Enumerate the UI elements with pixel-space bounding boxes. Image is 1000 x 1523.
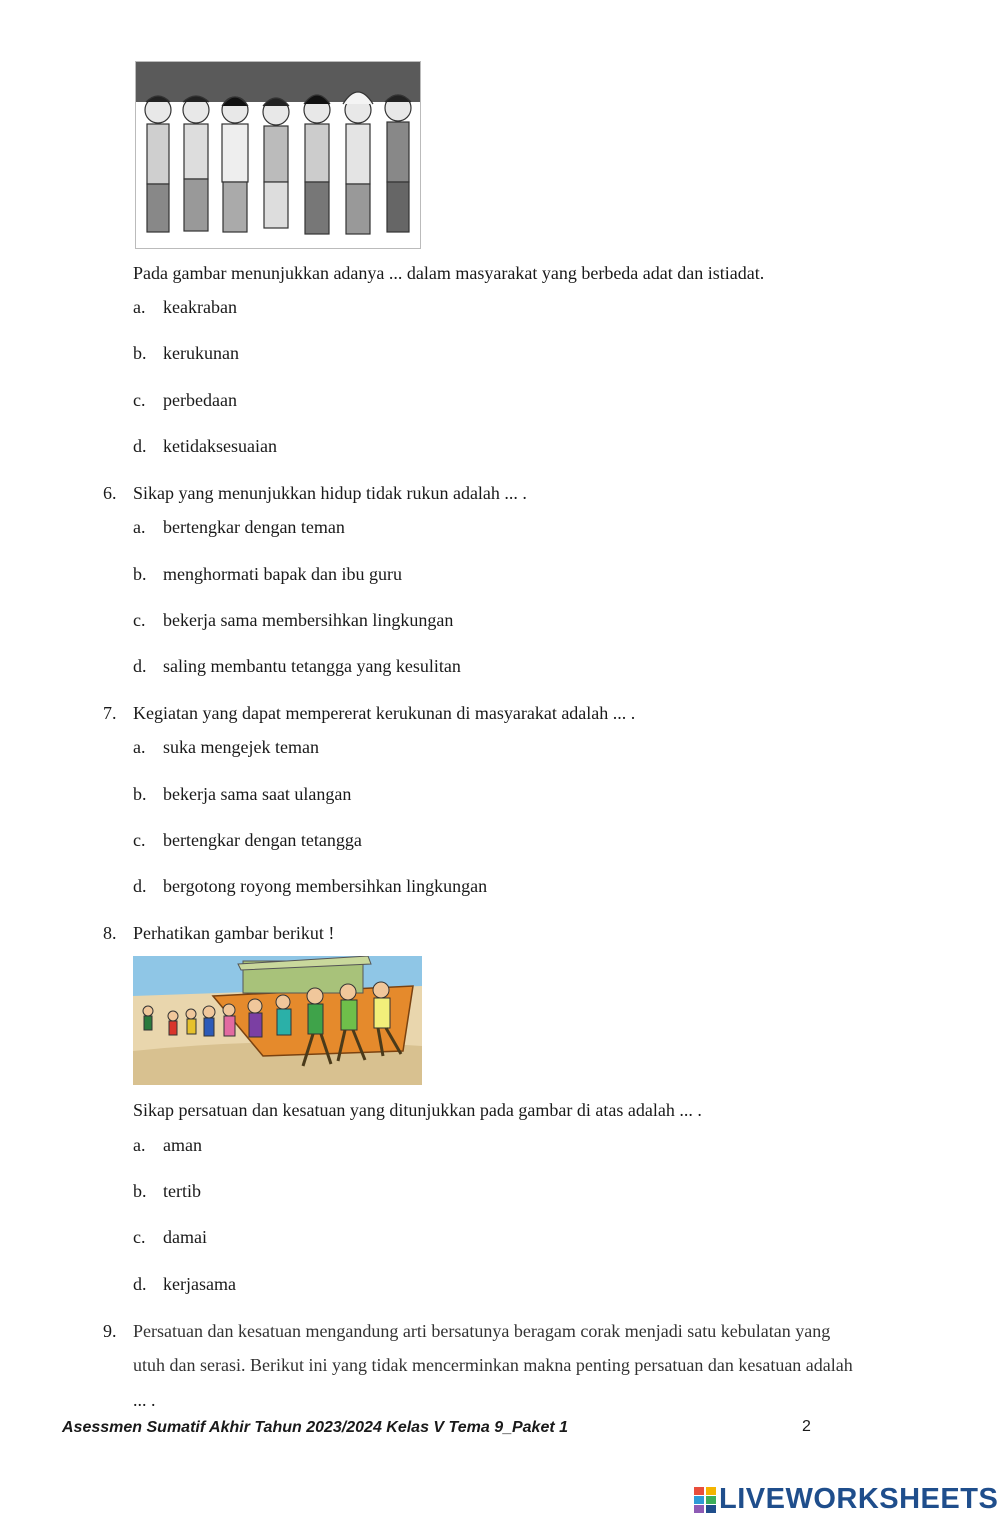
q7-option-c xyxy=(133,829,362,851)
option-text: menghormati bapak dan ibu guru xyxy=(163,564,402,584)
q6-option-b xyxy=(133,563,402,585)
liveworksheets-logo-icon xyxy=(694,1487,716,1513)
q7-option-b xyxy=(133,783,351,805)
option-text: kerjasama xyxy=(163,1274,236,1294)
footer-title: Asessmen Sumatif Akhir Tahun 2023/2024 Kelas V Tema 9_Paket 1 xyxy=(62,1419,569,1436)
option-letter: b. xyxy=(133,343,147,363)
option-text: bekerja sama saat ulangan xyxy=(163,784,352,804)
option-letter: d. xyxy=(133,1274,147,1294)
option-text: bertengkar dengan tetangga xyxy=(163,830,362,850)
q5-option-c xyxy=(133,389,237,411)
q6-option-a xyxy=(133,516,345,538)
option-letter: c. xyxy=(133,830,146,850)
option-letter: a. xyxy=(133,1135,146,1155)
option-text: bertengkar dengan teman xyxy=(163,517,345,537)
q8-number: 8. xyxy=(103,923,117,943)
option-letter: c. xyxy=(133,390,146,410)
traditional-clothing-illustration xyxy=(135,61,421,249)
q5-stem: Pada gambar menunjukkan adanya ... dalam masyarakat yang berbeda adat dan istiadat. xyxy=(133,263,765,283)
q7-option-d xyxy=(133,875,487,897)
page-number: 2 xyxy=(802,1418,811,1435)
q6-number: 6. xyxy=(103,483,117,503)
option-text: keakraban xyxy=(163,297,237,317)
option-text: ketidaksesuaian xyxy=(163,436,277,456)
option-text: suka mengejek teman xyxy=(163,737,319,757)
option-letter: a. xyxy=(133,297,146,317)
q7-number: 7. xyxy=(103,703,117,723)
q9-stem-line-2: utuh dan serasi. Berikut ini yang tidak mencerminkan makna penting persatuan dan kesatuan adalah xyxy=(133,1355,853,1375)
option-text: tertib xyxy=(163,1181,201,1201)
q8-option-c xyxy=(133,1226,207,1248)
pushing-boat-drawing xyxy=(133,956,422,1085)
option-text: saling membantu tetangga yang kesulitan xyxy=(163,656,461,676)
q8-option-b xyxy=(133,1180,201,1202)
q5-option-d xyxy=(133,435,277,457)
liveworksheets-logo xyxy=(694,1483,998,1516)
q5-option-a xyxy=(133,296,237,318)
traditional-clothing-drawing xyxy=(136,62,420,248)
q7-stem: Kegiatan yang dapat mempererat kerukunan di masyarakat adalah ... . xyxy=(133,703,636,723)
option-letter: a. xyxy=(133,517,146,537)
pushing-boat-illustration xyxy=(133,956,422,1085)
option-letter: d. xyxy=(133,876,147,896)
option-text: aman xyxy=(163,1135,202,1155)
q9-stem-line-1: Persatuan dan kesatuan mengandung arti bersatunya beragam corak menjadi satu kebulatan yang xyxy=(133,1321,831,1341)
brand-name: LIVEWORKSHEETS xyxy=(719,1483,999,1515)
option-letter: b. xyxy=(133,784,147,804)
q8-option-a xyxy=(133,1134,202,1156)
option-letter: c. xyxy=(133,610,146,630)
q9-number: 9. xyxy=(103,1321,117,1341)
option-letter: b. xyxy=(133,564,147,584)
option-letter: a. xyxy=(133,737,146,757)
option-text: damai xyxy=(163,1227,207,1247)
q6-option-c xyxy=(133,609,453,631)
q9-stem-line-3: ... . xyxy=(133,1390,156,1410)
option-letter: b. xyxy=(133,1181,147,1201)
q8-intro: Perhatikan gambar berikut ! xyxy=(133,923,335,943)
option-text: bekerja sama membersihkan lingkungan xyxy=(163,610,454,630)
q8-option-d xyxy=(133,1273,236,1295)
option-letter: c. xyxy=(133,1227,146,1247)
q7-option-a xyxy=(133,736,319,758)
q6-stem: Sikap yang menunjukkan hidup tidak rukun adalah ... . xyxy=(133,483,527,503)
option-text: kerukunan xyxy=(163,343,239,363)
q6-option-d xyxy=(133,655,461,677)
q5-option-b xyxy=(133,342,239,364)
option-letter: d. xyxy=(133,436,147,456)
q8-stem: Sikap persatuan dan kesatuan yang ditunjukkan pada gambar di atas adalah ... . xyxy=(133,1100,702,1120)
option-text: perbedaan xyxy=(163,390,237,410)
option-text: bergotong royong membersihkan lingkungan xyxy=(163,876,488,896)
option-letter: d. xyxy=(133,656,147,676)
